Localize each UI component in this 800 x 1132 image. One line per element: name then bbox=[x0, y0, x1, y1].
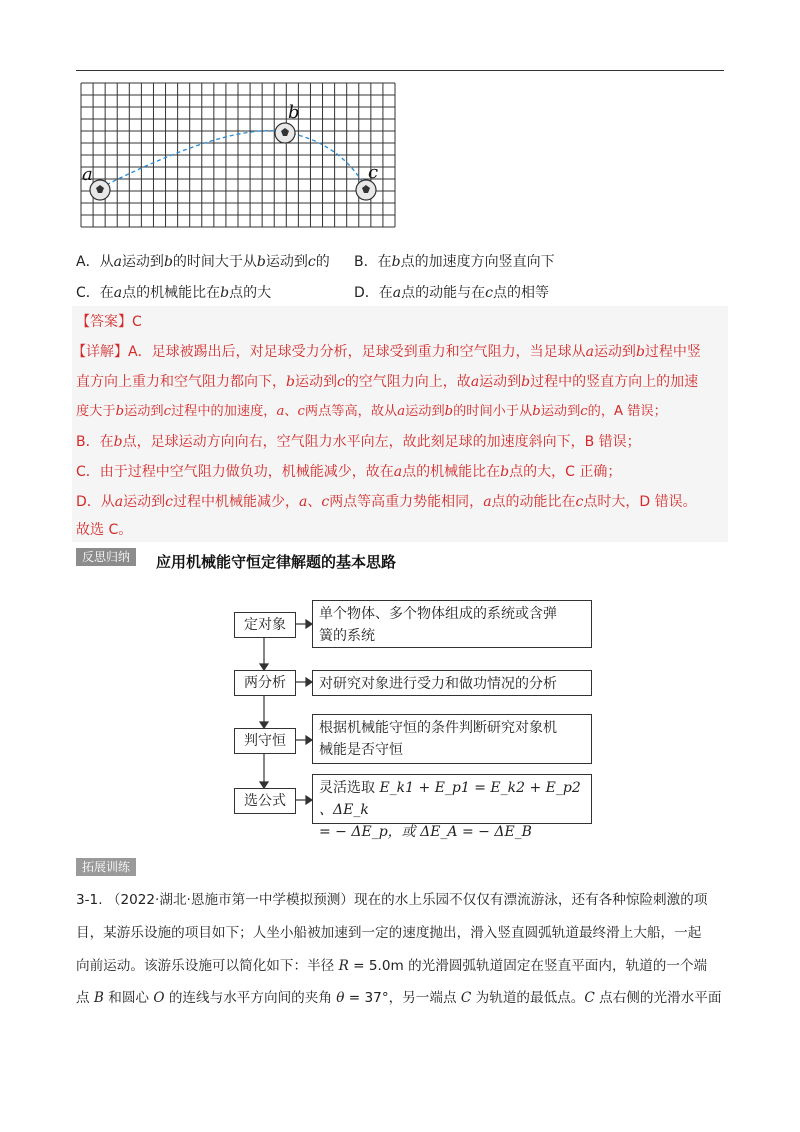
ball-c-icon bbox=[356, 180, 376, 200]
ball-a-icon bbox=[90, 180, 110, 200]
method-flowchart bbox=[230, 596, 600, 840]
explain-line-1: 【详解】A．足球被踢出后，对足球受力分析，足球受到重力和空气阻力，当足球从a运动到b过程中竖 bbox=[72, 344, 701, 360]
answer-label: 【答案】C bbox=[76, 314, 142, 330]
explain-line-4: B．在b点，足球运动方向向右，空气阻力水平向左，故此刻足球的加速度斜向下，B 错误； bbox=[76, 434, 641, 450]
problem-line-1: 3-1. （2022·湖北·恩施市第一中学模拟预测）现在的水上乐园不仅仅有漂流游泳，还有各种惊险刺激的项 bbox=[76, 892, 708, 908]
problem-line-3: 向前运动。该游乐设施可以简化如下：半径 R = 5.0m 的光滑圆弧轨道固定在竖直平面内，轨道的一个端 bbox=[76, 958, 708, 974]
flow-connectors bbox=[230, 596, 600, 826]
problem-line-2: 目，某游乐设施的项目如下；人坐小船被加速到一定的速度抛出，滑入竖直圆弧轨道最终滑上大船，一起 bbox=[76, 925, 702, 941]
step-3-box: 判守恒 bbox=[234, 728, 296, 754]
explain-line-6: D．从a运动到c过程中机械能减少，a、c两点等高重力势能相同，a点的动能比在c点时大，D 错误。 bbox=[76, 494, 697, 510]
header-rule bbox=[76, 70, 724, 71]
step-4-box: 选公式 bbox=[234, 788, 296, 814]
problem-line-4: 点 B 和圆心 O 的连线与水平方向间的夹角 θ = 37°，另一端点 C 为轨道的最低点。C 点右侧的光滑水平面 bbox=[76, 990, 722, 1006]
label-c: c bbox=[368, 162, 379, 183]
option-b: B．在b点的加速度方向竖直向下 bbox=[354, 254, 555, 270]
explain-line-2: 直方向上重力和空气阻力都向下，b运动到c的空气阻力向上，故a运动到b过程中的竖直方向上的加速 bbox=[76, 374, 699, 390]
option-c: C．在a点的机械能比在b点的大 bbox=[76, 285, 272, 301]
option-d: D．在a点的动能与在c点的相等 bbox=[354, 285, 549, 301]
explain-line-3: 度大于b运动到c过程中的加速度，a、c两点等高，故从a运动到b的时间小于从b运动到c的，A 错误； bbox=[76, 404, 667, 419]
grid bbox=[81, 83, 395, 227]
explain-line-5: C．由于过程中空气阻力做负功，机械能减少，故在a点的机械能比在b点的大，C 正确； bbox=[76, 464, 622, 480]
extend-tag: 拓展训练 bbox=[76, 858, 136, 876]
label-a: a bbox=[82, 164, 93, 185]
step-1-box: 定对象 bbox=[234, 612, 296, 638]
step-2-box: 两分析 bbox=[234, 670, 296, 696]
reflect-tag: 反思归纳 bbox=[76, 548, 136, 566]
label-b: b bbox=[288, 102, 300, 123]
trajectory-figure bbox=[80, 82, 396, 228]
step-1-desc: 单个物体、多个物体组成的系统或含弹 簧的系统 bbox=[312, 600, 592, 648]
option-a: A．从a运动到b的时间大于从b运动到c的 bbox=[76, 254, 330, 270]
step-2-desc: 对研究对象进行受力和做功情况的分析 bbox=[312, 670, 592, 696]
section-heading: 应用机械能守恒定律解题的基本思路 bbox=[156, 553, 397, 571]
ball-b-icon bbox=[275, 123, 295, 143]
step-3-desc: 根据机械能守恒的条件判断研究对象机 械能是否守恒 bbox=[312, 714, 592, 764]
explain-line-7: 故选 C。 bbox=[76, 522, 133, 538]
step-4-desc: 灵活选取 E_k1 + E_p1 = E_k2 + E_p2 、ΔE_k = − ΔE_p，或 ΔE_A = − ΔE_B bbox=[312, 774, 592, 824]
